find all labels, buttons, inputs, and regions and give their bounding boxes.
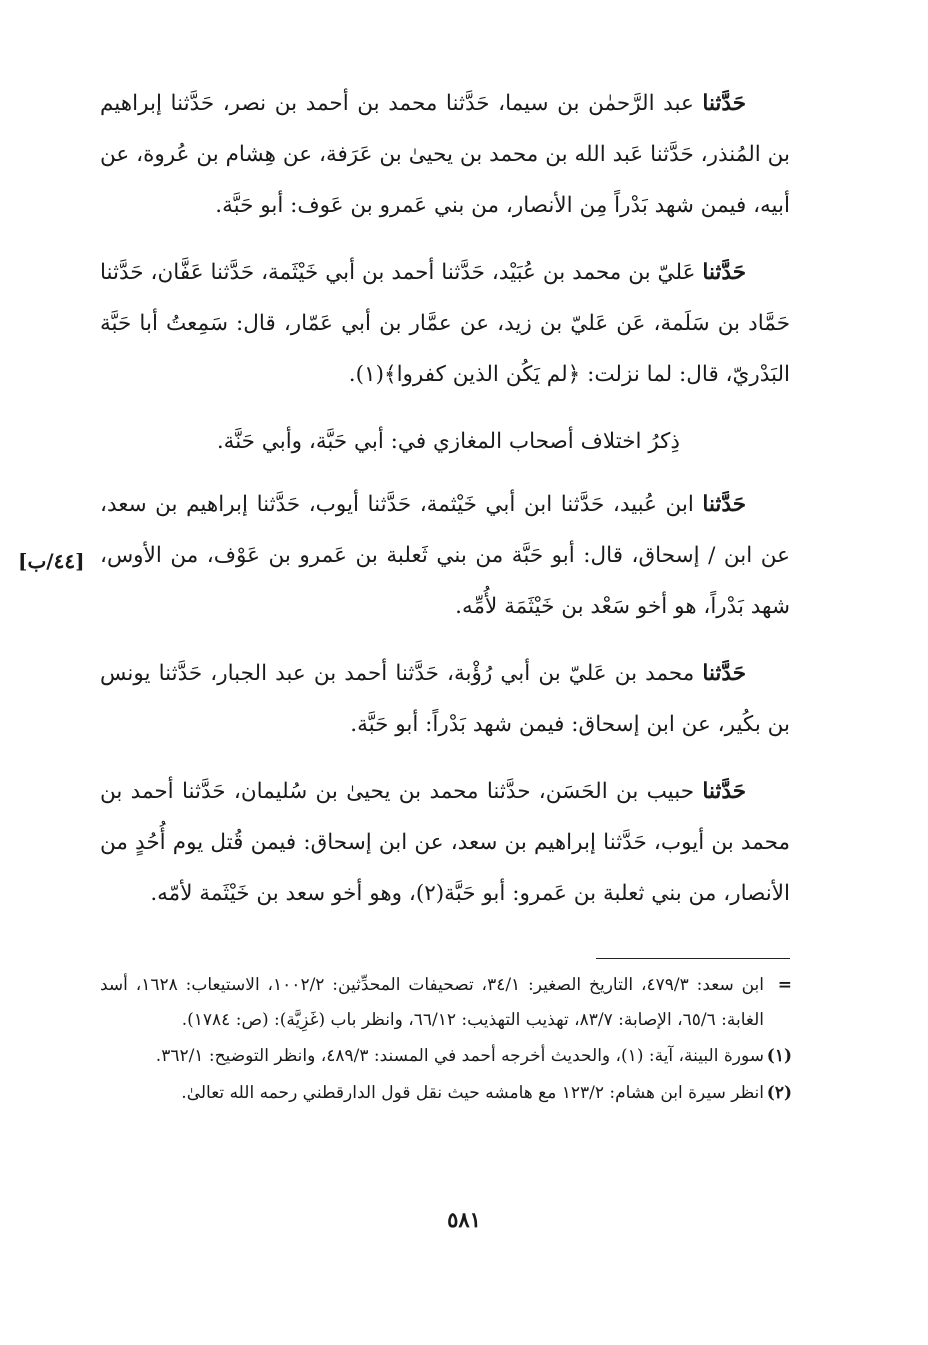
paragraph-1: [100, 78, 790, 231]
paragraph-body: حبيب بن الحَسَن، حدَّثنا محمد بن يحيىٰ بن سُليمان، حَدَّثنا أحمد بن محمد بن أيوب، حَدَّثنا إبراهيم بن سعد، عن ابن إسحاق: فيمن قُتل يوم أُحُدٍ من الأنصار، من بني ثعلبة بن عَمرو: أبو حَبَّة(٢)، وهو أخو سعد بن خَيْثَمة لأمّه.: [100, 779, 790, 906]
paragraph-lead: حَدَّثنا: [702, 779, 746, 804]
paragraph-lead: حَدَّثنا: [702, 260, 746, 285]
footnote-mark: =: [777, 975, 792, 995]
footnote-continued: [100, 968, 792, 1037]
footnote-1: [100, 1039, 792, 1074]
paragraph-lead: حَدَّثنا: [702, 661, 746, 686]
footnote-mark: (١): [766, 1046, 792, 1066]
paragraph-3: [100, 479, 790, 632]
footnote-separator: [596, 958, 790, 959]
paragraph-body: محمد بن عَليّ بن أبي رُؤْبة، حَدَّثنا أحمد بن عبد الجبار، حَدَّثنا يونس بن بكُير، عن ابن إسحاق: فيمن شهد بَدْراً: أبو حَبَّة.: [100, 661, 790, 737]
footnote-text: سورة البينة، آية: (١)، والحديث أخرجه أحمد في المسند: ٤٨٩/٣، وانظر التوضيح: ٣٦٢/١.: [155, 1046, 764, 1066]
main-text: [100, 78, 790, 935]
paragraph-2: [100, 247, 790, 400]
page-number: ٥٨١: [447, 1207, 481, 1232]
manuscript-folio-marker: [٤٤/ب]: [18, 549, 85, 573]
paragraph-4: [100, 648, 790, 750]
paragraph-body: عَليّ بن محمد بن عُبَيْد، حَدَّثنا أحمد بن أبي خَيْثَمة، حَدَّثنا عَفَّان، حَدَّثنا حَمَّاد بن سَلَمة، عَن عَليّ بن زيد، عن عمَّار بن أبي عَمّار، قال: سَمِعتُ أبا حَبَّة البَدْريّ، قال: لما نزلت: ﴿لم يَكُن الذين كفروا﴾(١).: [100, 260, 790, 387]
footnote-mark: (٢): [766, 1082, 792, 1103]
section-heading: ذِكرُ اختلاف أصحاب المغازي في: أبي حَبَّة، وأبي حَنَّة.: [216, 429, 680, 454]
footnote-2: [100, 1076, 792, 1111]
paragraph-lead: حَدَّثنا: [702, 91, 746, 116]
paragraph-lead: حَدَّثنا: [702, 492, 746, 517]
footnote-text: انظر سيرة ابن هشام: ١٢٣/٢ مع هامشه حيث نقل قول الدارقطني رحمه الله تعالىٰ.: [181, 1082, 764, 1103]
paragraph-5: [100, 766, 790, 919]
footnotes: [100, 968, 792, 1112]
paragraph-body: عبد الرَّحمٰن بن سيما، حَدَّثنا محمد بن أحمد بن نصر، حَدَّثنا إبراهيم بن المُنذر، حَدَّثنا عَبد الله بن محمد بن يحيىٰ بن عَرَفة، عن هِشام بن عُروة، عن أبيه، فيمن شهد بَدْراً مِن الأنصار، من بني عَمرو بن عَوف: أبو حَبَّة.: [100, 91, 790, 218]
paragraph-body: ابن عُبيد، حَدَّثنا ابن أبي خَيْثمة، حَدَّثنا أيوب، حَدَّثنا إبراهيم بن سعد، عن ابن / إسحاق، قال: أبو حَبَّة من بني ثَعلبة بن عَمرو بن عَوْف، من الأوس، شهد بَدْراً، هو أخو سَعْد بن خَيْثَمَة لأُمِّه.: [100, 492, 790, 619]
footnote-text: ابن سعد: ٤٧٩/٣، التاريخ الصغير: ٣٤/١، تصحيفات المحدِّثين: ١٠٠٢/٢، الاستيعاب: ١٦٢٨، أسد الغابة: ٦٥/٦، الإصابة: ٨٣/٧، تهذيب التهذيب: ٦٦/١٢، وانظر باب (غَزِيَّة): (ص: ١٧٨٤).: [100, 975, 764, 1030]
